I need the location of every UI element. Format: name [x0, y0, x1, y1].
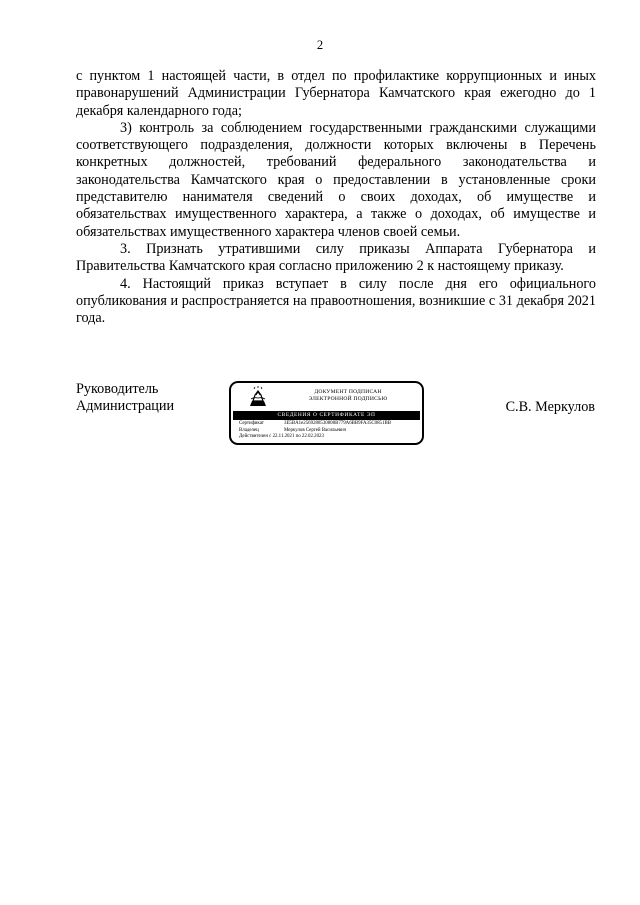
document-body	[76, 68, 596, 327]
paragraph-clause-3: 3. Признать утратившими силу приказы Аппарата Губернатора и Правительства Камчатского края согласно приложению 2 к настоящему приказу.	[76, 240, 596, 275]
stamp-row-validity	[239, 434, 391, 441]
stamp-heading	[283, 389, 413, 403]
paragraph-continuation: с пунктом 1 настоящей части, в отдел по профилактике коррупционных и иных правонарушений Администрации Губернатора Камчатского края ежегодно до 1 декабря календарного года;	[76, 68, 596, 119]
stamp-row-certificate	[239, 421, 391, 428]
stamp-certificate-value: 3E5BA1e2569288530808B779A6BB9FA35C0851BB	[284, 421, 391, 426]
stamp-details	[239, 421, 391, 441]
page-number: 2	[316, 38, 324, 52]
stamp-row-owner	[239, 428, 391, 435]
stamp-heading-line2: ЭЛЕКТРОННОЙ ПОДПИСЬЮ	[308, 396, 388, 402]
paragraph-clause-4: 4. Настоящий приказ вступает в силу после дня его официального опубликования и распространяется на правоотношения, возникшие с 31 декабря 2021 года.	[76, 275, 596, 327]
paragraph-item-3: 3) контроль за соблюдением государственными гражданскими служащими соответствующего подразделения, должности которых включены в Перечень конкретных должностей, требований федерального законодательства и законодательства Камчатского края о предоставлении в установленные сроки представителю нанимателя сведений о своих доходах, об имуществе и обязательствах имущественного характера, а также о доходах, об имуществе и обязательствах имущественного характера членов своей семьи.	[76, 119, 596, 240]
stamp-heading-line1: ДОКУМЕНТ ПОДПИСАН	[314, 389, 382, 395]
stamp-owner-label: Владелец	[239, 427, 259, 433]
signatory-title-line1: Руководитель	[76, 381, 159, 397]
signatory-title-line2: Администрации	[76, 398, 175, 415]
stamp-certificate-bar: СВЕДЕНИЯ О СЕРТИФИКАТЕ ЭП	[233, 411, 420, 420]
stamp-validity-text: Действителен с 22.11.2021 по 22.02.2023	[239, 434, 324, 440]
signatory-title	[76, 381, 174, 416]
signatory-name: С.В. Меркулов	[505, 399, 595, 415]
electronic-signature-stamp	[229, 381, 424, 445]
stamp-owner-value: Меркулов Сергей Васильевич	[284, 427, 347, 433]
stamp-certificate-label: Сертификат	[239, 421, 264, 426]
coat-of-arms-icon	[247, 386, 269, 408]
